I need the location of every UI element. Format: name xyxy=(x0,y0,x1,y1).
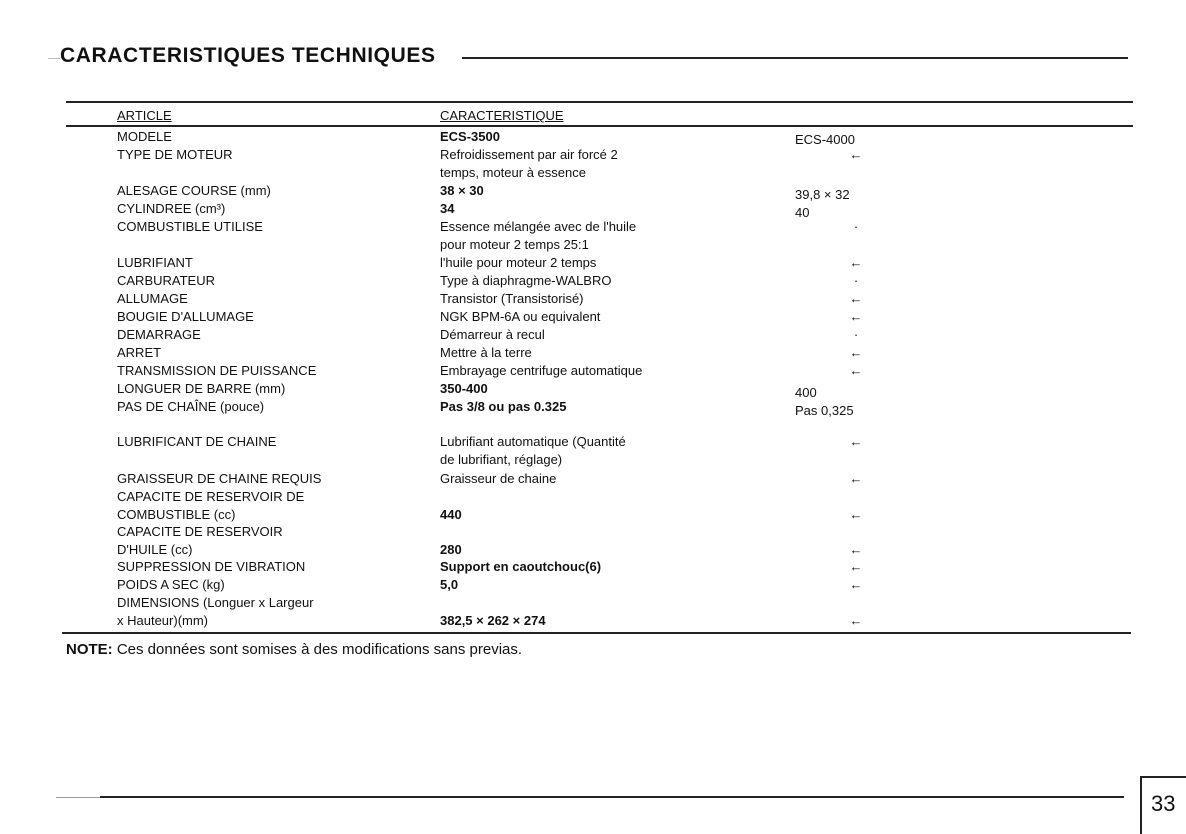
alt-model-value: 40 xyxy=(795,205,810,220)
table-bottom-rule xyxy=(62,632,1131,634)
spec-value xyxy=(440,146,618,182)
same-as-arrow-mark: ← xyxy=(849,255,863,270)
spec-label xyxy=(117,344,161,362)
column-header-caracteristique: CARACTERISTIQUE xyxy=(440,108,564,123)
spec-label-line: LONGUER DE BARRE (mm) xyxy=(117,381,286,396)
spec-label xyxy=(117,254,193,272)
spec-label xyxy=(117,433,276,451)
spec-value-line: Essence mélangée avec de l'huile xyxy=(440,219,637,234)
table-top-rule xyxy=(66,101,1133,103)
spec-value-line: 38 × 30 xyxy=(440,183,484,198)
spec-label-line: CAPACITE DE RESERVOIR xyxy=(117,524,283,539)
table-row xyxy=(0,182,1186,200)
spec-value-line: Support en caoutchouc(6) xyxy=(440,559,602,574)
spec-label xyxy=(117,182,271,200)
same-as-arrow-mark: ← xyxy=(849,434,863,449)
title-dash xyxy=(48,58,60,59)
same-as-arrow-mark: ← xyxy=(849,147,863,162)
same-as-arrow-mark: ← xyxy=(849,507,863,522)
spec-value xyxy=(440,523,462,559)
spec-label-line: CYLINDREE (cm³) xyxy=(117,201,226,216)
spec-value xyxy=(440,470,556,488)
table-row xyxy=(0,433,1186,469)
spec-value-line: temps, moteur à essence xyxy=(440,165,586,180)
spec-label xyxy=(117,488,304,524)
spec-value xyxy=(440,272,611,290)
spec-value-line: 350-400 xyxy=(440,381,488,396)
spec-label-line: ALLUMAGE xyxy=(117,291,188,306)
spec-value-line: Refroidissement par air forcé 2 xyxy=(440,147,618,162)
spec-label-line: x Hauteur)(mm) xyxy=(117,613,209,628)
spec-value-line: Graisseur de chaine xyxy=(440,471,557,486)
spec-value-line: pour moteur 2 temps 25:1 xyxy=(440,237,589,252)
spec-label xyxy=(117,128,172,146)
spec-value xyxy=(440,308,600,326)
alt-model-value: 400 xyxy=(795,385,817,400)
alt-model-value: ECS-4000 xyxy=(795,132,855,147)
spec-label-line: PAS DE CHAÎNE (pouce) xyxy=(117,399,265,414)
spec-value-line xyxy=(440,488,462,506)
same-as-arrow-mark: · xyxy=(853,327,859,342)
footer-dash xyxy=(56,797,100,798)
spec-label-line: TRANSMISSION DE PUISSANCE xyxy=(117,363,317,378)
table-row xyxy=(0,218,1186,254)
table-row xyxy=(0,594,1186,630)
spec-value-line: Démarreur à recul xyxy=(440,327,545,342)
table-row xyxy=(0,326,1186,344)
spec-value-line: 382,5 × 262 × 274 xyxy=(440,613,546,628)
footnote-text: Ces données sont somises à des modifications sans previas. xyxy=(112,641,523,658)
spec-label-line: GRAISSEUR DE CHAINE REQUIS xyxy=(117,471,322,486)
same-as-arrow-mark: ← xyxy=(849,577,863,592)
footnote xyxy=(66,641,522,658)
table-row xyxy=(0,254,1186,272)
spec-label xyxy=(117,558,305,576)
spec-label-line: D'HUILE (cc) xyxy=(117,542,193,557)
spec-label-line: COMBUSTIBLE (cc) xyxy=(117,507,236,522)
spec-value xyxy=(440,362,642,380)
table-header-rule xyxy=(66,125,1133,127)
spec-label-line: LUBRIFIANT xyxy=(117,255,193,270)
spec-value xyxy=(440,128,500,146)
table-row xyxy=(0,362,1186,380)
spec-value xyxy=(440,344,532,362)
footer-rule xyxy=(100,796,1124,798)
spec-value xyxy=(440,254,596,272)
table-row xyxy=(0,200,1186,218)
spec-label xyxy=(117,308,254,326)
spec-label xyxy=(117,290,188,308)
same-as-arrow-mark: ← xyxy=(849,613,863,628)
table-row xyxy=(0,344,1186,362)
column-header-article: ARTICLE xyxy=(117,108,172,123)
table-row xyxy=(0,576,1186,594)
page-number: 33 xyxy=(1151,791,1176,816)
spec-value-line xyxy=(440,594,546,612)
spec-label xyxy=(117,218,263,236)
spec-label xyxy=(117,398,264,416)
spec-value xyxy=(440,576,458,594)
same-as-arrow-mark: · xyxy=(853,219,859,234)
spec-value xyxy=(440,594,546,630)
spec-label xyxy=(117,470,321,488)
spec-value-line: de lubrifiant, réglage) xyxy=(440,452,563,467)
alt-model-value: 39,8 × 32 xyxy=(795,187,850,202)
spec-label-line: ALESAGE COURSE (mm) xyxy=(117,183,271,198)
spec-value xyxy=(440,558,601,576)
spec-value-line: 34 xyxy=(440,201,455,216)
page-title: CARACTERISTIQUES TECHNIQUES xyxy=(60,44,436,67)
spec-label-line: TYPE DE MOTEUR xyxy=(117,147,233,162)
same-as-arrow-mark: · xyxy=(853,273,859,288)
spec-label-line: CARBURATEUR xyxy=(117,273,215,288)
spec-value-line: Transistor (Transistorisé) xyxy=(440,291,584,306)
alt-model-value: Pas 0,325 xyxy=(795,403,854,418)
same-as-arrow-mark: ← xyxy=(849,559,863,574)
table-row xyxy=(0,272,1186,290)
spec-label xyxy=(117,200,225,218)
spec-value-line: Pas 3/8 ou pas 0.325 xyxy=(440,399,567,414)
spec-label-line: LUBRIFICANT DE CHAINE xyxy=(117,434,277,449)
table-row xyxy=(0,398,1186,416)
spec-label xyxy=(117,523,283,559)
footnote-prefix: NOTE: xyxy=(66,641,113,658)
spec-value xyxy=(440,182,484,200)
spec-label xyxy=(117,362,316,380)
spec-value xyxy=(440,200,454,218)
spec-value xyxy=(440,488,462,524)
spec-label xyxy=(117,272,215,290)
spec-value-line: NGK BPM-6A ou equivalent xyxy=(440,309,601,324)
table-row xyxy=(0,558,1186,576)
same-as-arrow-mark: ← xyxy=(849,309,863,324)
table-row xyxy=(0,523,1186,559)
spec-value-line: Mettre à la terre xyxy=(440,345,532,360)
spec-value xyxy=(440,398,566,416)
spec-label-line: CAPACITE DE RESERVOIR DE xyxy=(117,489,305,504)
spec-label xyxy=(117,326,201,344)
spec-label xyxy=(117,594,314,630)
table-row xyxy=(0,470,1186,488)
spec-value xyxy=(440,380,488,398)
spec-value-line: 5,0 xyxy=(440,577,459,592)
title-rule xyxy=(462,57,1128,59)
spec-label-line: DEMARRAGE xyxy=(117,327,201,342)
spec-value-line: 440 xyxy=(440,507,462,522)
same-as-arrow-mark: ← xyxy=(849,291,863,306)
same-as-arrow-mark: ← xyxy=(849,345,863,360)
table-row xyxy=(0,380,1186,398)
spec-label xyxy=(117,146,233,164)
spec-label-line: POIDS A SEC (kg) xyxy=(117,577,225,592)
spec-value-line: Embrayage centrifuge automatique xyxy=(440,363,643,378)
spec-value-line xyxy=(440,523,462,541)
table-row xyxy=(0,146,1186,182)
table-row xyxy=(0,128,1186,146)
same-as-arrow-mark: ← xyxy=(849,471,863,486)
spec-value xyxy=(440,433,626,469)
spec-value-line: Lubrifiant automatique (Quantité xyxy=(440,434,626,449)
table-row xyxy=(0,488,1186,524)
same-as-arrow-mark: ← xyxy=(849,542,863,557)
table-row xyxy=(0,290,1186,308)
spec-label-line: ARRET xyxy=(117,345,162,360)
spec-value-line: ECS-3500 xyxy=(440,129,500,144)
spec-value-line: Type à diaphragme-WALBRO xyxy=(440,273,612,288)
spec-label-line: BOUGIE D'ALLUMAGE xyxy=(117,309,254,324)
spec-label xyxy=(117,576,225,594)
spec-label-line: MODELE xyxy=(117,129,172,144)
spec-value xyxy=(440,290,584,308)
spec-label xyxy=(117,380,285,398)
spec-label-line: DIMENSIONS (Longuer x Largeur xyxy=(117,595,314,610)
spec-label-line: SUPPRESSION DE VIBRATION xyxy=(117,559,306,574)
spec-label-line: COMBUSTIBLE UTILISE xyxy=(117,219,263,234)
spec-value xyxy=(440,218,636,254)
spec-value-line: l'huile pour moteur 2 temps xyxy=(440,255,597,270)
spec-value xyxy=(440,326,545,344)
spec-value-line: 280 xyxy=(440,542,462,557)
table-row xyxy=(0,308,1186,326)
same-as-arrow-mark: ← xyxy=(849,363,863,378)
